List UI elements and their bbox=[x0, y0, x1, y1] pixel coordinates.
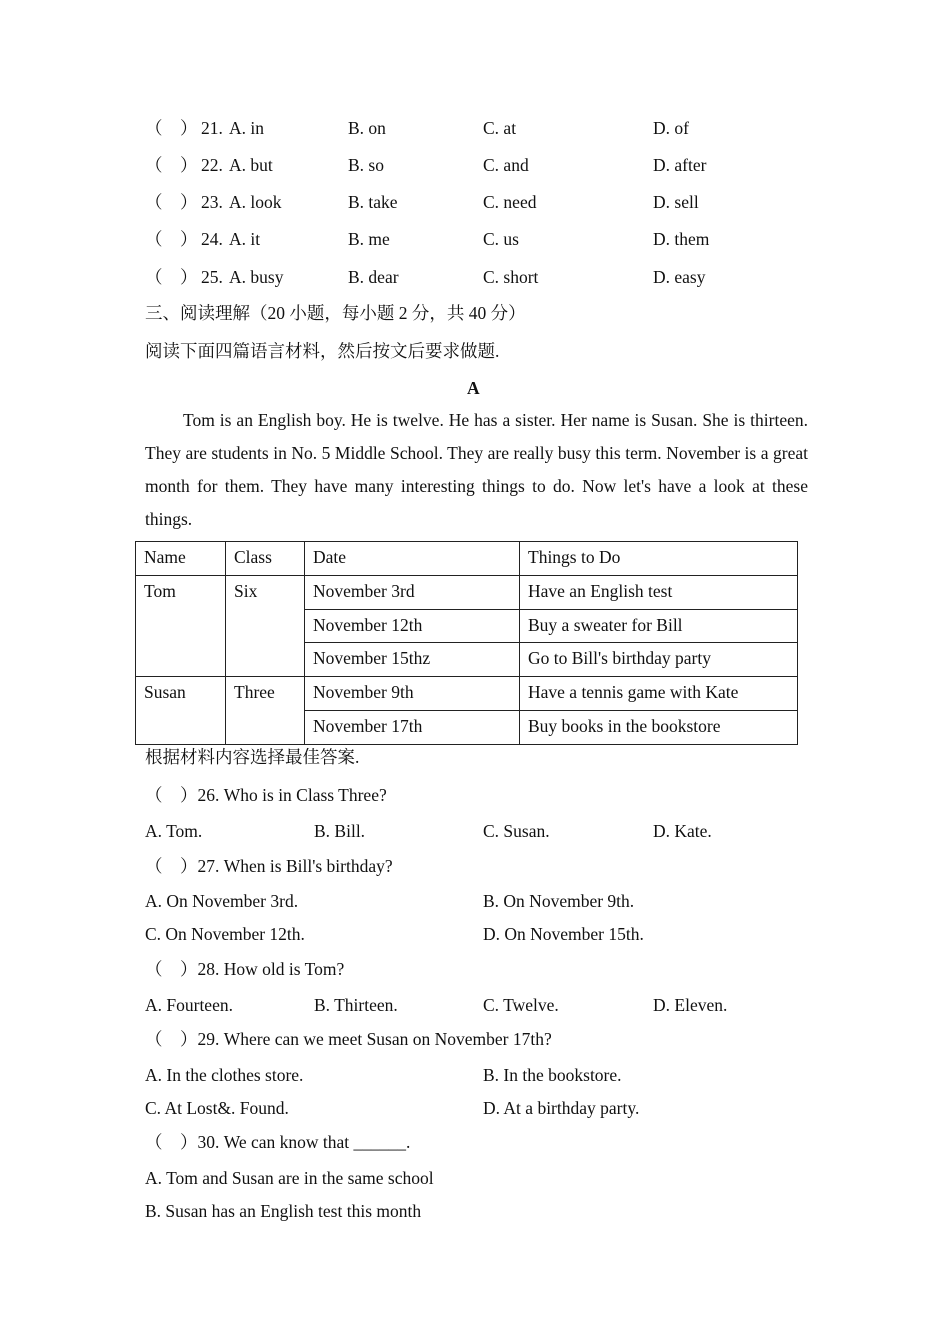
date-cell: November 9th bbox=[305, 677, 520, 711]
question-stem: （ ）26. Who is in Class Three? bbox=[145, 785, 387, 805]
option-d: D. Kate. bbox=[653, 821, 712, 841]
class-cell: Three bbox=[226, 677, 305, 745]
option-d: D. of bbox=[653, 118, 689, 138]
option-d: D. On November 15th. bbox=[483, 924, 644, 944]
option-b: B. Bill. bbox=[314, 821, 366, 841]
thing-cell: Have a tennis game with Kate bbox=[520, 677, 798, 711]
option-b: B. Thirteen. bbox=[314, 995, 398, 1015]
option-a: A. look bbox=[229, 192, 282, 212]
option-c: C. short bbox=[483, 267, 539, 287]
option-b: B. so bbox=[348, 155, 384, 175]
answer-paren: （ ） bbox=[145, 267, 198, 287]
table-header: Date bbox=[305, 542, 520, 576]
question-stem: （ ）29. Where can we meet Susan on November 17th? bbox=[145, 1029, 552, 1049]
answer-paren: （ ） bbox=[145, 229, 198, 249]
table-row bbox=[136, 575, 798, 609]
question-stem: （ ）27. When is Bill's birthday? bbox=[145, 856, 393, 876]
option-a: A. Fourteen. bbox=[145, 995, 233, 1015]
table-header: Things to Do bbox=[520, 542, 798, 576]
class-cell: Six bbox=[226, 575, 305, 676]
option-b: B. In the bookstore. bbox=[483, 1065, 622, 1085]
question-number: 23. bbox=[201, 192, 223, 212]
question-number: 24. bbox=[201, 229, 223, 249]
passage-label: A bbox=[467, 378, 480, 398]
table-header: Name bbox=[136, 542, 226, 576]
option-a: A. Tom. bbox=[145, 821, 203, 841]
option-b: B. on bbox=[348, 118, 386, 138]
option-c: C. need bbox=[483, 192, 537, 212]
question-stem: （ ）30. We can know that ______. bbox=[145, 1132, 411, 1152]
option-d: D. easy bbox=[653, 267, 706, 287]
option-a: A. Tom and Susan are in the same school bbox=[145, 1168, 434, 1188]
option-d: D. them bbox=[653, 229, 710, 249]
option-c: C. Susan. bbox=[483, 821, 550, 841]
option-b: B. Susan has an English test this month bbox=[145, 1201, 422, 1221]
name-cell: Tom bbox=[136, 575, 226, 676]
date-cell: November 15thz bbox=[305, 643, 520, 677]
table-header: Class bbox=[226, 542, 305, 576]
option-a: A. it bbox=[229, 229, 261, 249]
option-d: D. sell bbox=[653, 192, 699, 212]
option-c: C. and bbox=[483, 155, 529, 175]
option-d: D. At a birthday party. bbox=[483, 1098, 640, 1118]
section-instruction: 阅读下面四篇语言材料，然后按文后要求做题. bbox=[145, 341, 500, 361]
option-b: B. me bbox=[348, 229, 390, 249]
thing-cell: Go to Bill's birthday party bbox=[520, 643, 798, 677]
option-c: C. On November 12th. bbox=[145, 924, 305, 944]
name-cell: Susan bbox=[136, 677, 226, 745]
option-c: C. us bbox=[483, 229, 519, 249]
option-c: C. Twelve. bbox=[483, 995, 559, 1015]
option-a: A. busy bbox=[229, 267, 284, 287]
option-a: A. in bbox=[229, 118, 264, 138]
option-b: B. dear bbox=[348, 267, 399, 287]
option-a: A. but bbox=[229, 155, 273, 175]
option-a: A. In the clothes store. bbox=[145, 1065, 304, 1085]
answer-paren: （ ） bbox=[145, 192, 198, 212]
date-cell: November 12th bbox=[305, 609, 520, 643]
option-b: B. take bbox=[348, 192, 398, 212]
option-b: B. On November 9th. bbox=[483, 891, 635, 911]
question-number: 21. bbox=[201, 118, 223, 138]
schedule-table bbox=[135, 541, 798, 745]
table-row bbox=[136, 677, 798, 711]
answer-paren: （ ） bbox=[145, 155, 198, 175]
date-cell: November 3rd bbox=[305, 575, 520, 609]
option-c: C. At Lost&. Found. bbox=[145, 1098, 289, 1118]
question-stem: （ ）28. How old is Tom? bbox=[145, 959, 345, 979]
thing-cell: Buy a sweater for Bill bbox=[520, 609, 798, 643]
thing-cell: Buy books in the bookstore bbox=[520, 710, 798, 744]
thing-cell: Have an English test bbox=[520, 575, 798, 609]
option-a: A. On November 3rd. bbox=[145, 891, 299, 911]
option-d: D. Eleven. bbox=[653, 995, 728, 1015]
question-number: 25. bbox=[201, 267, 223, 287]
date-cell: November 17th bbox=[305, 710, 520, 744]
section-heading: 三、阅读理解（20 小题，每小题 2 分，共 40 分） bbox=[145, 303, 526, 323]
choose-instruction: 根据材料内容选择最佳答案. bbox=[145, 747, 360, 767]
question-number: 22. bbox=[201, 155, 223, 175]
option-c: C. at bbox=[483, 118, 517, 138]
answer-paren: （ ） bbox=[145, 118, 198, 138]
passage-text: Tom is an English boy. He is twelve. He has a sister. Her name is Susan. She is thirteen. They are students in No. 5 Middle School. They are really busy this term. November is a great month for them. They have many interesting things to do. Now let's have a look at these things. bbox=[145, 410, 808, 529]
table-header-row bbox=[136, 542, 798, 576]
option-d: D. after bbox=[653, 155, 707, 175]
